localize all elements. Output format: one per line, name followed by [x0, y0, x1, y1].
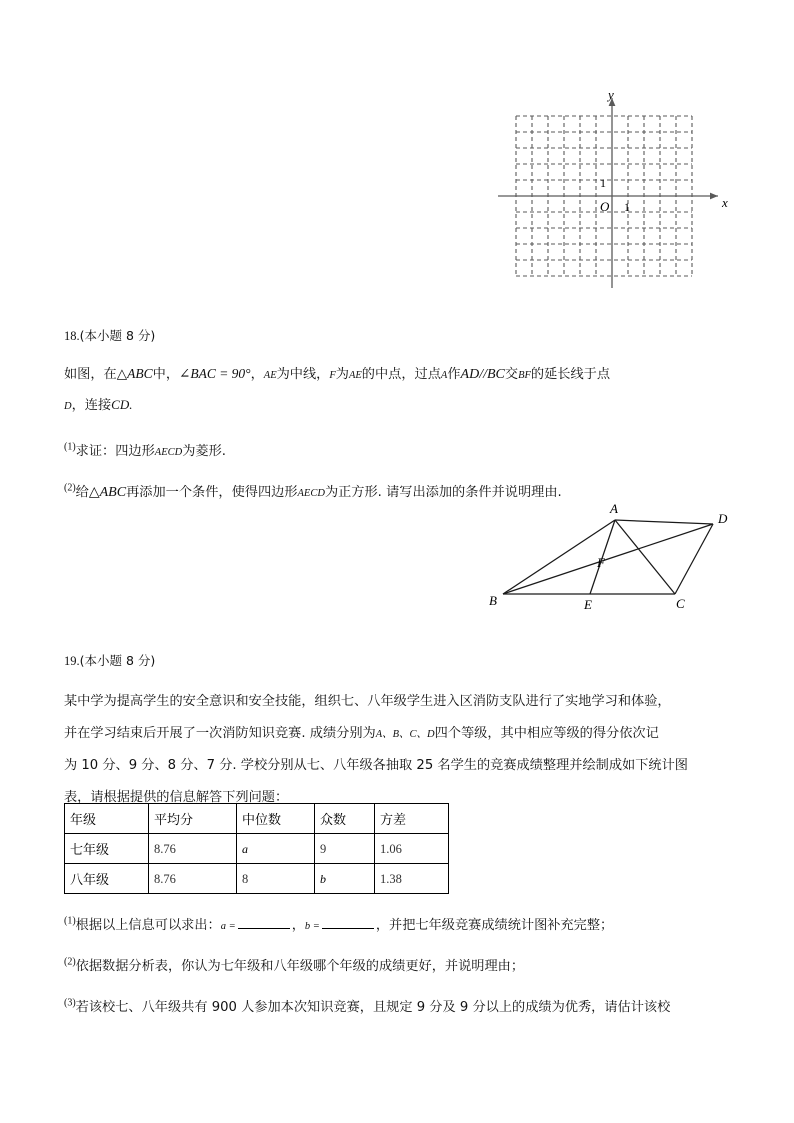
answer-blank-a[interactable]: [238, 917, 290, 929]
problem18-body-line1: [64, 363, 610, 383]
p18-l1-math-ae: AE: [263, 370, 277, 381]
problem19-body-line3: 为 10 分、9 分、8 分、7 分. 学校分别从七、八年级各抽取 25 名学生的竞赛成绩整理并绘制成如下统计图: [64, 758, 688, 773]
cell-mean-7: 8.76: [149, 834, 237, 864]
problem19-header: [64, 651, 155, 669]
p18-l1-math-triangle-abc: △ABC: [116, 366, 153, 381]
table-header-mean: 平均分: [149, 804, 237, 834]
p18-l1-a: 如图，在: [64, 367, 117, 382]
p18-sub2-a: 给: [75, 485, 89, 500]
p18-sub2-math-triangle-abc: △ABC: [88, 485, 127, 500]
table-row: [65, 864, 449, 894]
p19-sub1-a: 根据以上信息可以求出：: [75, 918, 221, 933]
problem19-body-line4: 表，请根据提供的信息解答下列问题：: [64, 790, 289, 805]
p18-l1-h: 交: [504, 367, 519, 382]
p18-l2-math-cd: CD.: [111, 397, 133, 412]
p18-sub2-math-aecd: AECD: [297, 488, 325, 499]
p19-sub1-marker: (1): [64, 915, 76, 927]
problem18-number: 18.: [64, 329, 80, 343]
p19-l2-math-grades: A、B、C、D: [375, 729, 435, 740]
p19-sub2-text: 依据数据分析表，你认为七年级和八年级哪个年级的成绩更好，并说明理由；: [75, 959, 525, 974]
cell-median-8: 8: [237, 864, 315, 894]
table-header-variance: 方差: [375, 804, 449, 834]
figure-label-C: C: [676, 596, 685, 611]
problem19-score-note: (本小题 8 分): [79, 653, 156, 668]
problem19-body-line2: [64, 722, 659, 741]
cell-mean-8: 8.76: [149, 864, 237, 894]
p18-l1-i: 的延长线于点: [530, 367, 611, 382]
cell-grade-8: 八年级: [65, 864, 149, 894]
p18-sub1-marker: (1): [64, 441, 76, 453]
p19-sub3-text: 若该校七、八年级共有 900 人参加本次知识竞赛，且规定 9 分及 9 分以上的成绩为优秀，请估计该校: [75, 1000, 671, 1015]
problem18-sub1: [64, 440, 226, 459]
origin-label: O: [600, 199, 610, 214]
quadrilateral-aecd-figure: [485, 498, 745, 618]
p18-l1-math-ae2: AE: [348, 370, 362, 381]
p18-l2-a: ，连接: [71, 398, 112, 413]
cell-variance-7: 1.06: [375, 834, 449, 864]
p18-l1-math-bf: BF: [518, 370, 531, 381]
problem18-body-line2: [64, 394, 132, 413]
p18-l1-f: 的中点，过点: [361, 367, 441, 382]
p19-sub1-var-b: b =: [304, 921, 320, 932]
problem19-sub3: [64, 996, 670, 1015]
p18-l1-g: 作: [447, 367, 461, 382]
problem19-body-line1: 某中学为提高学生的安全意识和安全技能，组织七、八年级学生进入区消防支队进行了实地学习和体验，: [64, 694, 671, 709]
answer-blank-b[interactable]: [322, 917, 374, 929]
p18-l1-b: 中，: [152, 367, 180, 382]
figure-label-A: A: [610, 501, 618, 516]
p18-l1-e: 为: [335, 367, 349, 382]
grade-statistics-table: [64, 803, 449, 894]
figure-label-B: B: [489, 593, 497, 608]
p18-l1-math-angle-bac: ∠BAC = 90°: [179, 366, 251, 381]
y-unit-label: 1: [600, 176, 606, 190]
table-header-grade: 年级: [65, 804, 149, 834]
problem18-score-note: (本小题 8 分): [79, 328, 156, 343]
table-header-mode: 众数: [315, 804, 375, 834]
p18-sub2-c: 为正方形. 请写出添加的条件并说明理由.: [324, 485, 562, 500]
p19-sub1-b: ，并把七年级竞赛成绩统计图补充完整；: [375, 918, 614, 933]
problem19-sub1: [64, 914, 613, 933]
cell-mode-7: 9: [315, 834, 375, 864]
p19-sub1-comma: ，: [291, 918, 305, 933]
y-axis-label: y: [608, 87, 614, 102]
p18-sub2-marker: (2): [64, 482, 76, 494]
p18-l2-math-d: D: [64, 401, 72, 412]
p19-sub3-marker: (3): [64, 997, 76, 1009]
cell-variance-8: 1.38: [375, 864, 449, 894]
p19-sub2-marker: (2): [64, 956, 76, 968]
cartesian-coordinate-grid: [490, 80, 740, 295]
p18-sub1-math-aecd: AECD: [154, 447, 183, 458]
cell-grade-7: 七年级: [65, 834, 149, 864]
figure-label-E: E: [584, 597, 592, 612]
cell-mode-8: b: [315, 864, 375, 894]
problem18-header: [64, 326, 155, 344]
table-row: [65, 834, 449, 864]
table-header-median: 中位数: [237, 804, 315, 834]
p19-sub1-var-a: a =: [220, 921, 236, 932]
p18-l1-math-a: A: [440, 370, 448, 381]
problem19-number: 19.: [64, 654, 80, 668]
figure-label-F: F: [597, 555, 605, 570]
table-header-row: [65, 804, 449, 834]
p18-sub1-a: 求证：四边形: [75, 444, 155, 459]
x-axis-label: x: [722, 195, 728, 210]
p19-l2-a: 并在学习结束后开展了一次消防知识竞赛. 成绩分别为: [64, 726, 376, 741]
p18-sub2-b: 再添加一个条件，使得四边形: [126, 485, 298, 500]
figure-label-D: D: [718, 511, 728, 526]
p18-l1-math-f: F: [329, 370, 336, 381]
x-unit-label: 1: [624, 200, 630, 214]
problem19-sub2: [64, 955, 524, 974]
p18-sub1-b: 为菱形.: [182, 444, 226, 459]
p19-l2-b: 四个等级，其中相应等级的得分依次记: [434, 726, 659, 741]
cell-median-7: a: [237, 834, 315, 864]
p18-l1-d: 为中线，: [276, 367, 330, 382]
p18-l1-math-ad-parallel-bc: AD//BC: [460, 367, 505, 382]
p18-l1-c: ，: [250, 367, 264, 382]
